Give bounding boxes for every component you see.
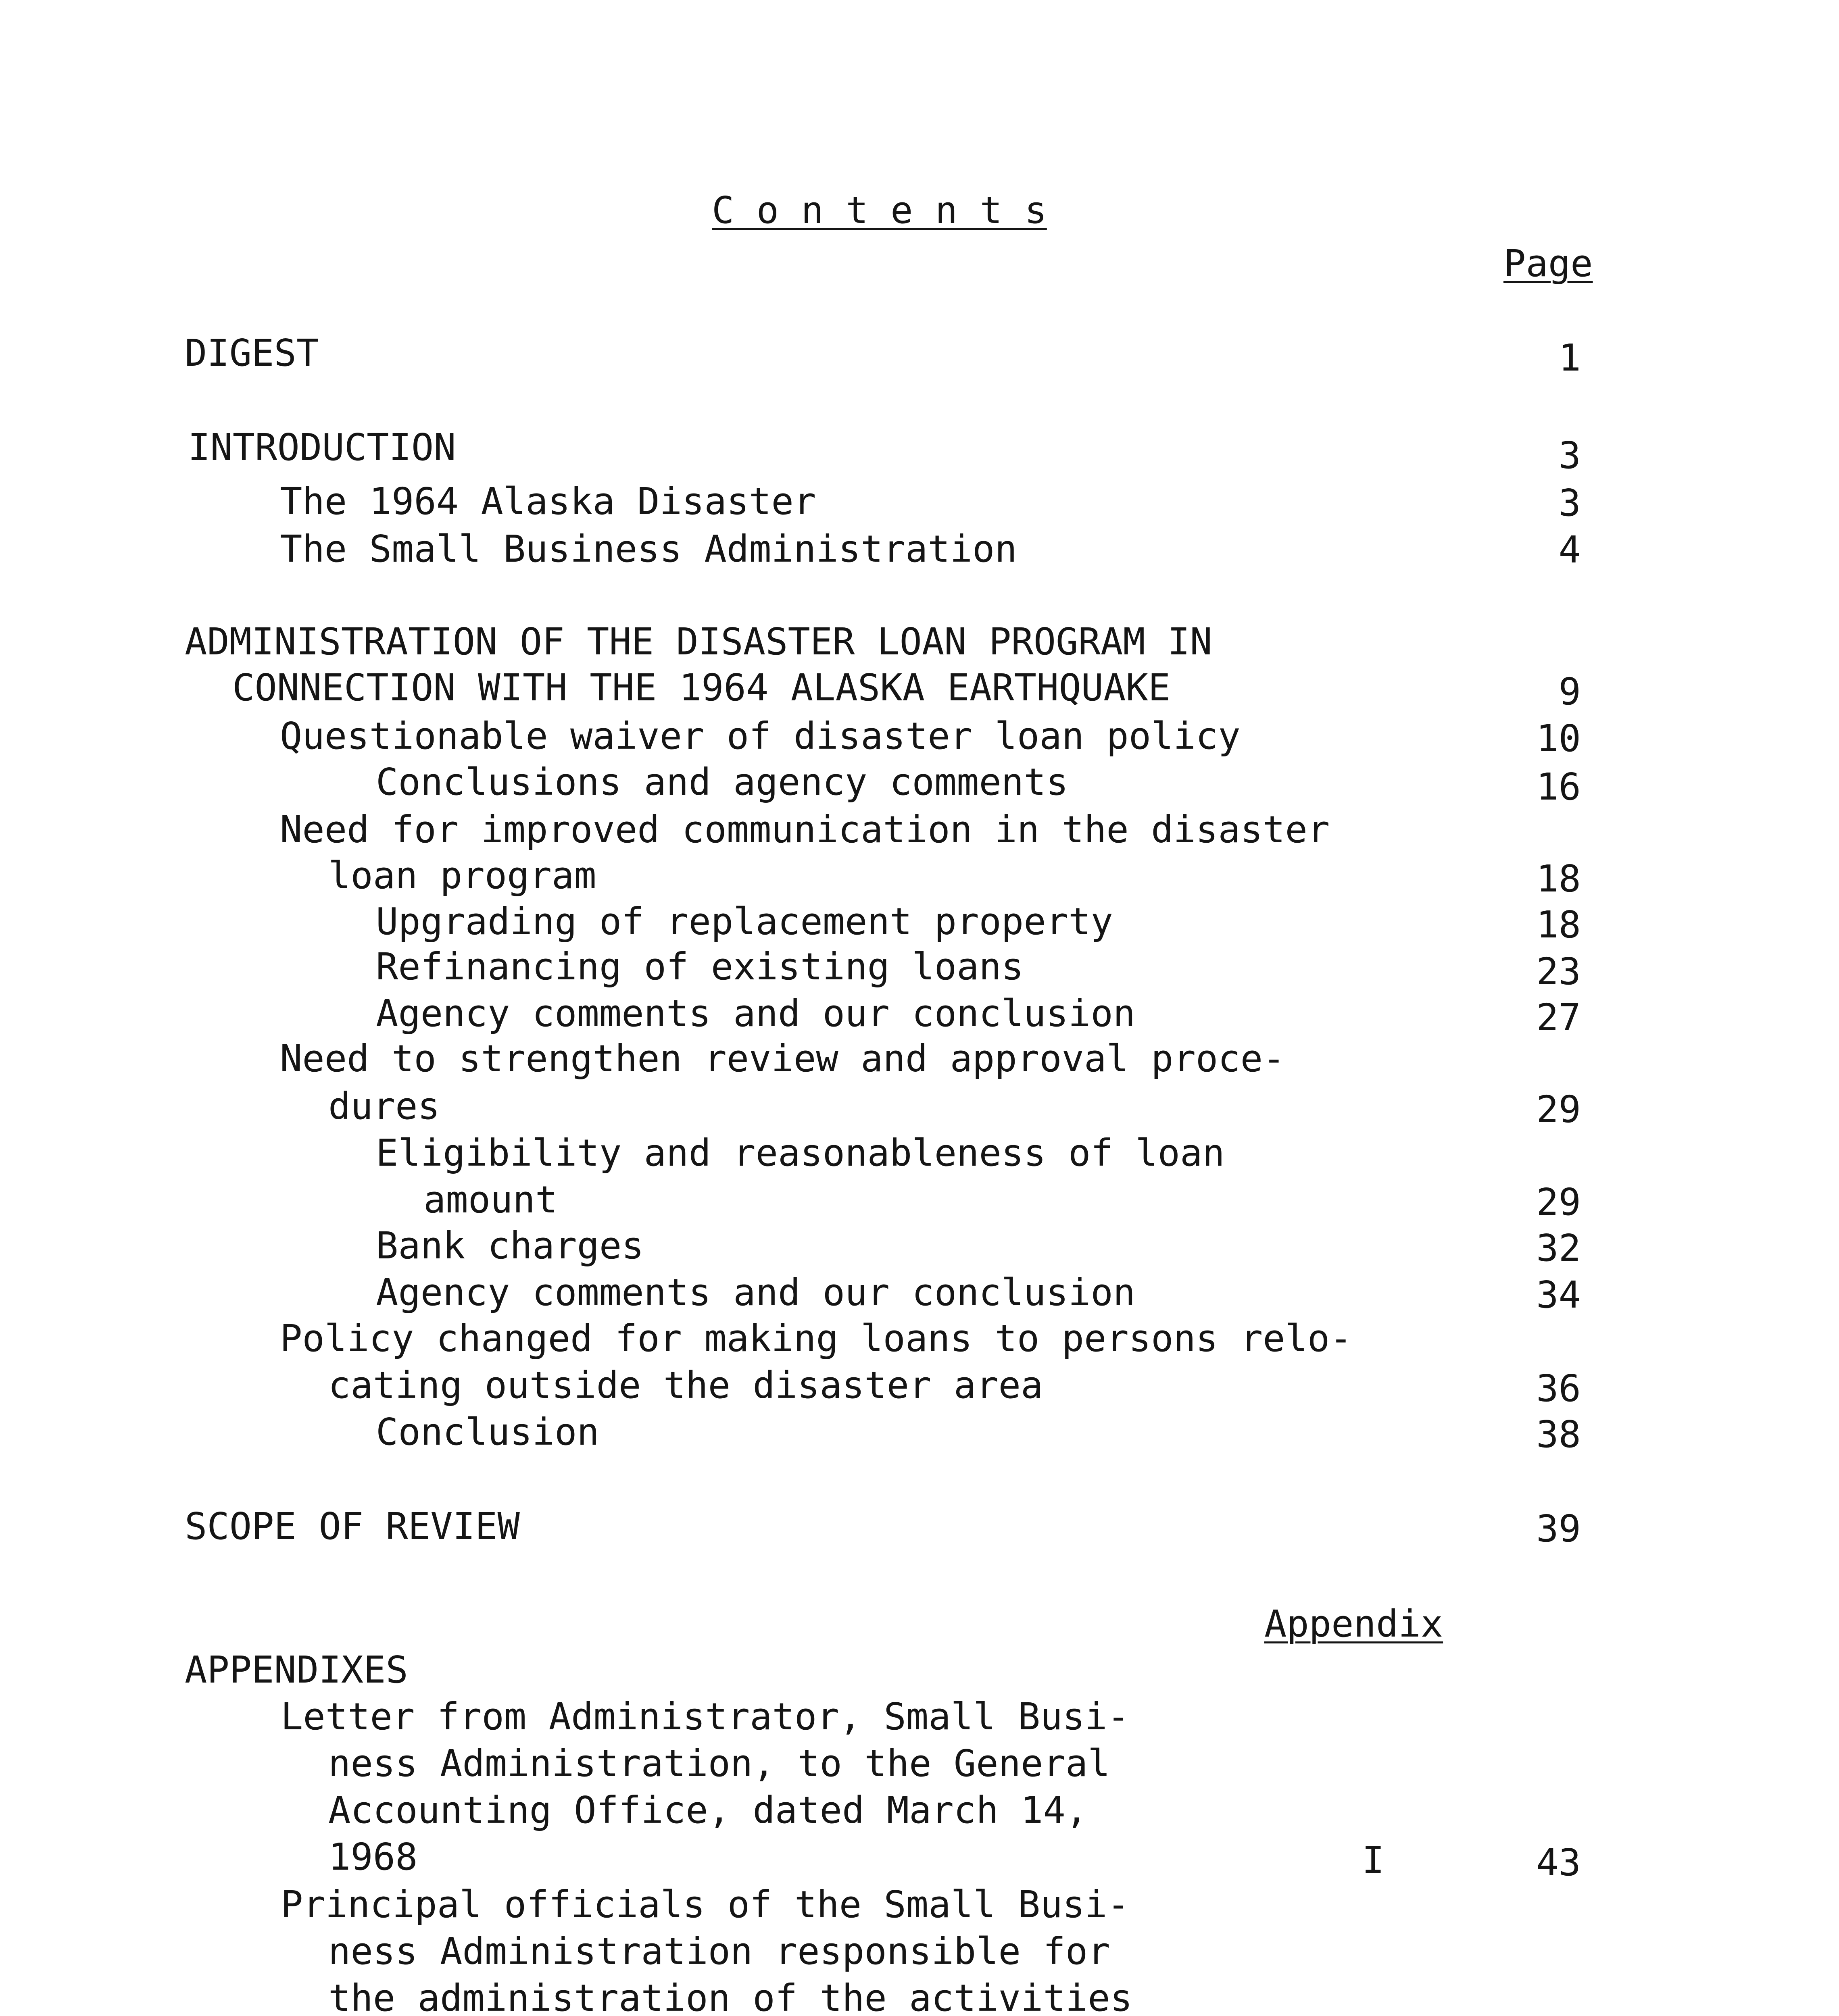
toc-page-communication-conclusion: 27 [1536,996,1581,1039]
toc-entry-eligibility-line1: Eligibility and reasonableness of loan [376,1131,1225,1175]
appendix-officials-line2: ness Administration responsible for [328,1930,1110,1973]
toc-entry-communication-line2: loan program [328,854,596,897]
toc-entry-administration-line2: CONNECTION WITH THE 1964 ALASKA EARTHQUAKE [232,666,1171,709]
toc-page-sba: 4 [1558,528,1581,571]
page-column-heading: Page [1503,242,1593,285]
toc-page-administration: 9 [1558,670,1581,713]
toc-page-digest: 1 [1558,336,1581,379]
page-title: C o n t e n t s [712,189,1047,232]
toc-page-eligibility: 29 [1536,1181,1581,1224]
toc-entry-introduction: INTRODUCTION [188,426,456,469]
appendix-column-heading: Appendix [1264,1602,1443,1645]
toc-entry-policy-line2: cating outside the disaster area [328,1364,1043,1407]
toc-page-policy-conclusion: 38 [1536,1413,1581,1456]
toc-entry-review-conclusion: Agency comments and our conclusion [376,1271,1136,1314]
toc-entry-communication-conclusion: Agency comments and our conclusion [376,992,1136,1035]
toc-entry-sba: The Small Business Administration [280,527,1017,571]
toc-entry-refinancing: Refinancing of existing loans [376,945,1024,988]
toc-entry-communication-line1: Need for improved communication in the disaster [280,808,1330,851]
toc-page-review-conclusion: 34 [1536,1273,1581,1316]
toc-entry-eligibility-line2: amount [423,1178,558,1221]
appendix-letter-line2: ness Administration, to the General [328,1742,1110,1785]
appendix-letter-line3: Accounting Office, dated March 14, [328,1789,1088,1832]
appendix-letter-number: I [1362,1839,1384,1882]
toc-page-upgrading: 18 [1536,903,1581,946]
toc-page-communication: 18 [1536,857,1581,900]
toc-page-review: 29 [1536,1088,1581,1131]
toc-entry-alaska-disaster: The 1964 Alaska Disaster [280,480,816,523]
toc-entry-policy-line1: Policy changed for making loans to persons relo- [280,1317,1352,1360]
toc-entry-policy-conclusion: Conclusion [376,1410,599,1454]
toc-page-scope: 39 [1536,1507,1581,1550]
toc-page-policy: 36 [1536,1367,1581,1410]
toc-page-introduction: 3 [1558,434,1581,477]
toc-entry-administration-line1: ADMINISTRATION OF THE DISASTER LOAN PROGRAM IN [185,620,1212,663]
toc-entry-waiver: Questionable waiver of disaster loan policy [280,714,1241,758]
toc-page-waiver: 10 [1536,717,1581,760]
toc-entry-waiver-conclusions: Conclusions and agency comments [376,760,1069,804]
toc-entry-upgrading: Upgrading of replacement property [376,900,1113,943]
toc-page-refinancing: 23 [1536,950,1581,993]
appendix-letter-line4: 1968 [328,1835,418,1879]
toc-entry-scope: SCOPE OF REVIEW [185,1505,520,1548]
appendix-letter-page: 43 [1536,1841,1581,1884]
toc-page-alaska-disaster: 3 [1558,481,1581,525]
appendix-officials-line1: Principal officials of the Small Busi- [281,1883,1130,1926]
toc-entry-review-line2: dures [328,1085,440,1128]
toc-page-waiver-conclusions: 16 [1536,765,1581,808]
toc-entry-bank-charges: Bank charges [376,1224,644,1267]
appendixes-heading: APPENDIXES [185,1648,408,1691]
appendix-officials-line3: the administration of the activities [328,1976,1132,2016]
appendix-letter-line1: Letter from Administrator, Small Busi- [281,1695,1130,1738]
toc-entry-digest: DIGEST [185,331,319,375]
toc-entry-review-line1: Need to strengthen review and approval proce- [280,1037,1285,1080]
toc-page-bank-charges: 32 [1536,1227,1581,1270]
